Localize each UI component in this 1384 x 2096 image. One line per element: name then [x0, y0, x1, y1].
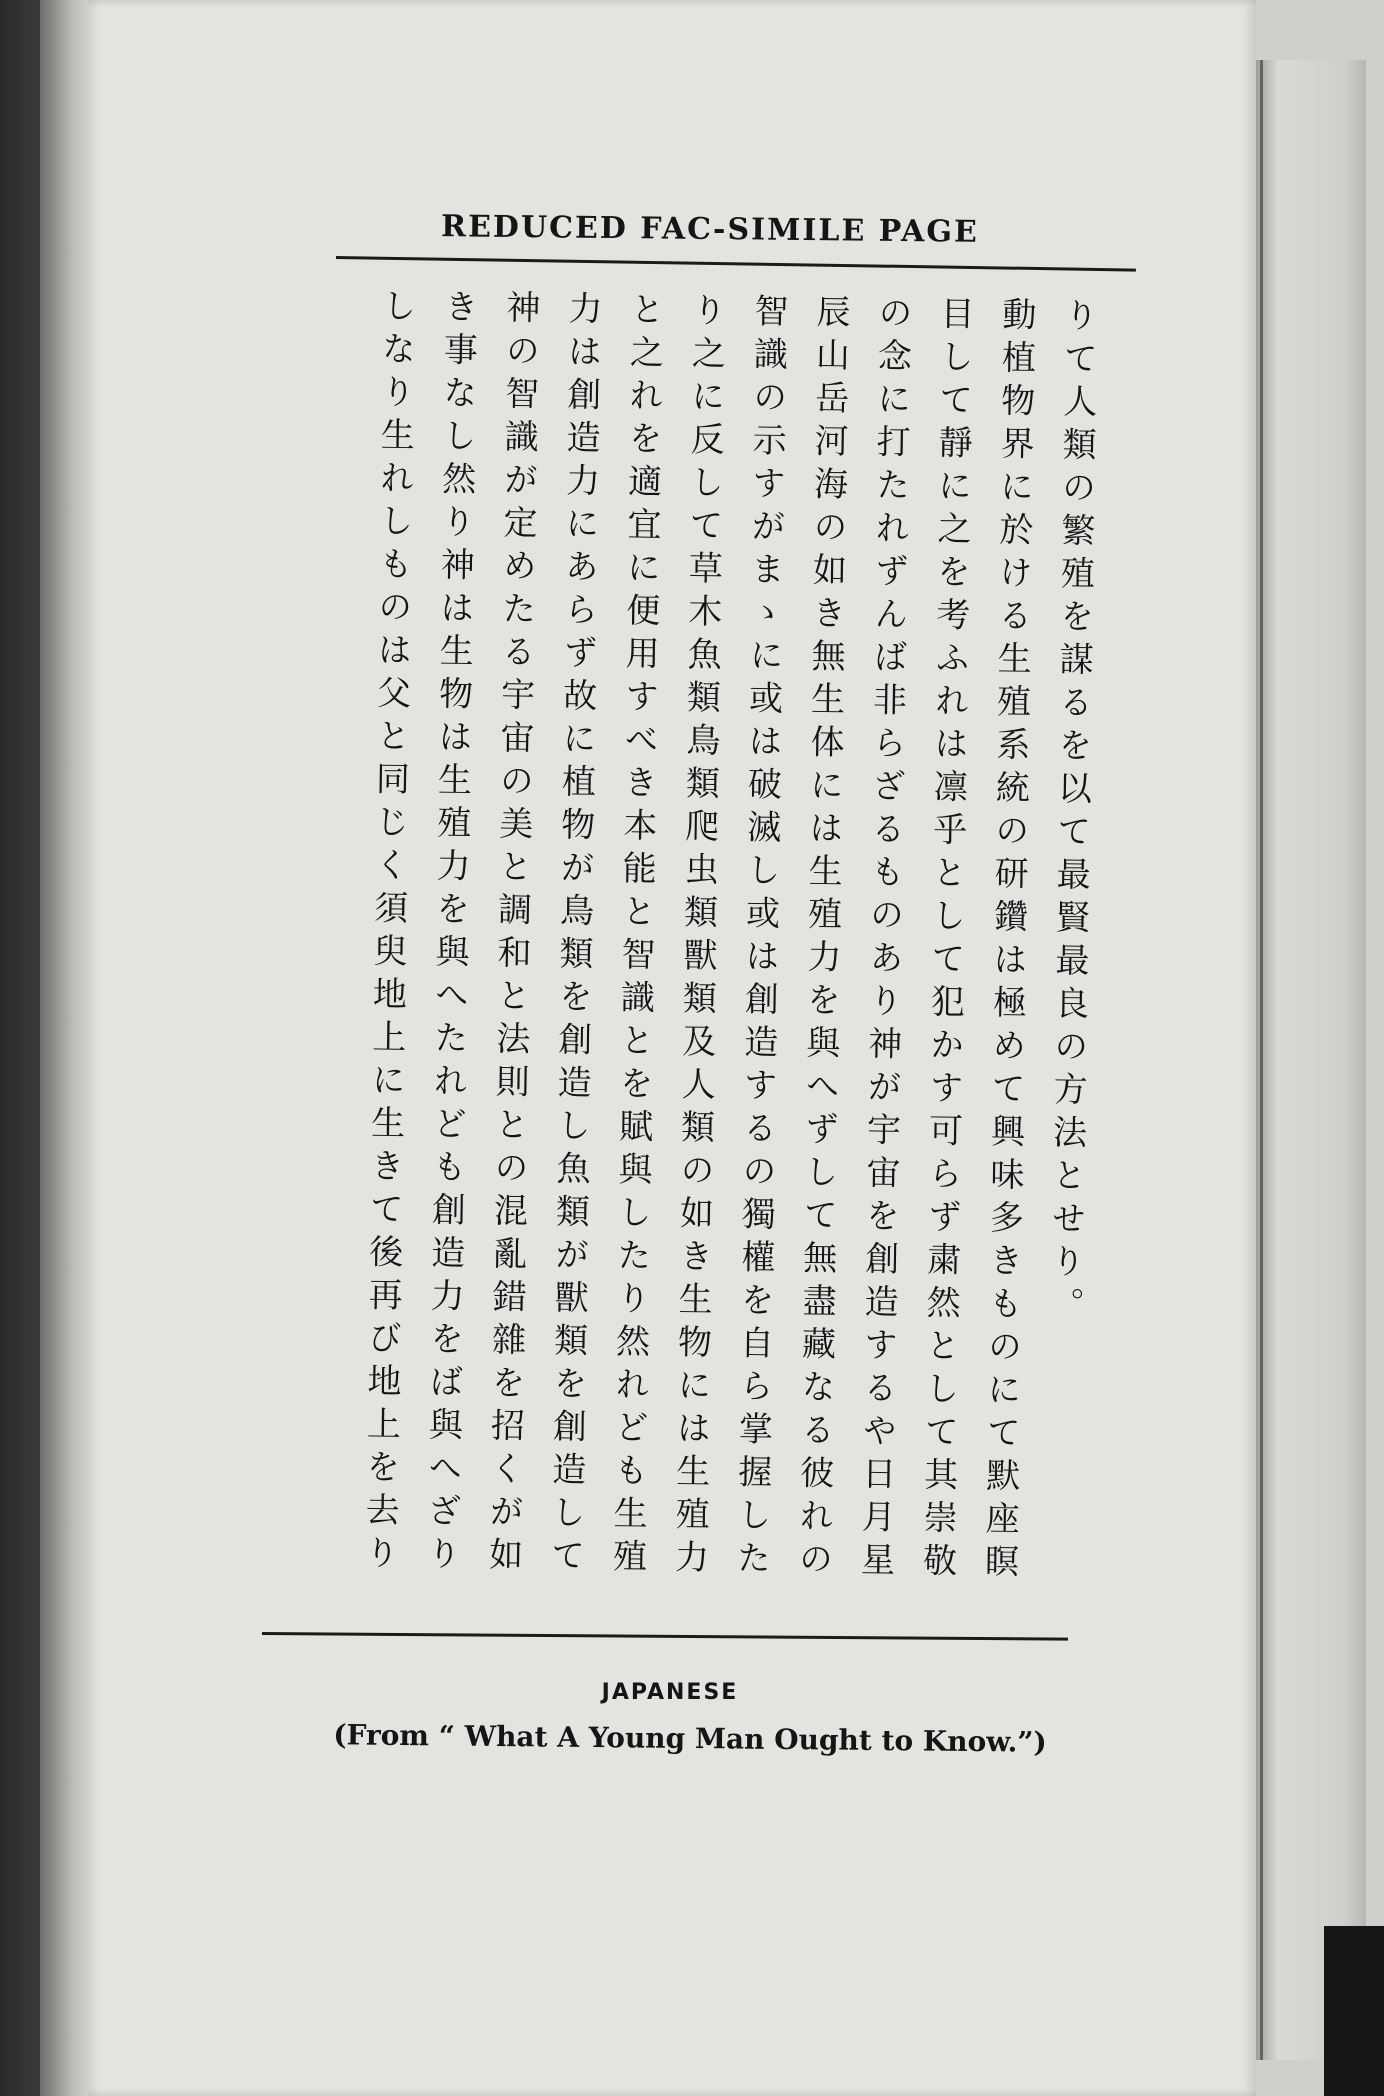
background-corner — [1324, 1926, 1384, 2096]
vertical-text-columns — [271, 286, 1109, 1623]
text-column-8: と之れを適宜に便用すべき本能と智識とを賦與したり然れども生殖 — [606, 291, 665, 1582]
text-column-11: き事なし然り神は生物は生殖力を與へたれども創造力をば與へざり — [420, 288, 479, 1579]
language-label: JAPANESE — [601, 1680, 739, 1705]
text-column-1: りて人類の繁殖を謀るを以て最賢最良の方法とせり。 — [1043, 297, 1099, 1330]
text-column-9: 力は創造力にあらず故に植物が鳥類を創造し魚類が獸類を創造して — [544, 290, 603, 1581]
page-title: REDUCED FAC-SIMILE PAGE — [440, 209, 980, 250]
text-column-3: 目して靜に之を考ふれは凛乎として犯かす可らず粛然として其崇敬 — [916, 295, 975, 1586]
source-citation: (From “ What A Young Man Ought to Know.”) — [333, 1718, 1047, 1759]
text-column-12: しなり生れしものは父と同じく須臾地上に生きて後再び地上を去り — [358, 287, 417, 1578]
text-column-2: 動植物界に於ける生殖系統の研鑽は極めて興味多きものにて默座瞑 — [978, 296, 1037, 1587]
text-column-4: の念に打たれずんば非らざるものあり神が宇宙を創造するや日月星 — [854, 294, 913, 1585]
text-column-7: り之に反して草木魚類鳥類爬虫類獸類及人類の如き生物には生殖力 — [668, 291, 727, 1583]
text-column-6: 智識の示すがまゝに或は破滅し或は創造するの獨權を自ら掌握した — [730, 292, 789, 1584]
text-column-10: 神の智識が定めたる宇宙の美と調和と法則との混亂錯雜を招くが如 — [482, 289, 541, 1580]
text-column-5: 辰山岳河海の如き無生体には生殖力を與へずして無盡藏なる彼れの — [792, 293, 851, 1585]
page-stack-edge — [1256, 60, 1366, 2060]
japanese-text-block — [271, 286, 1109, 1623]
